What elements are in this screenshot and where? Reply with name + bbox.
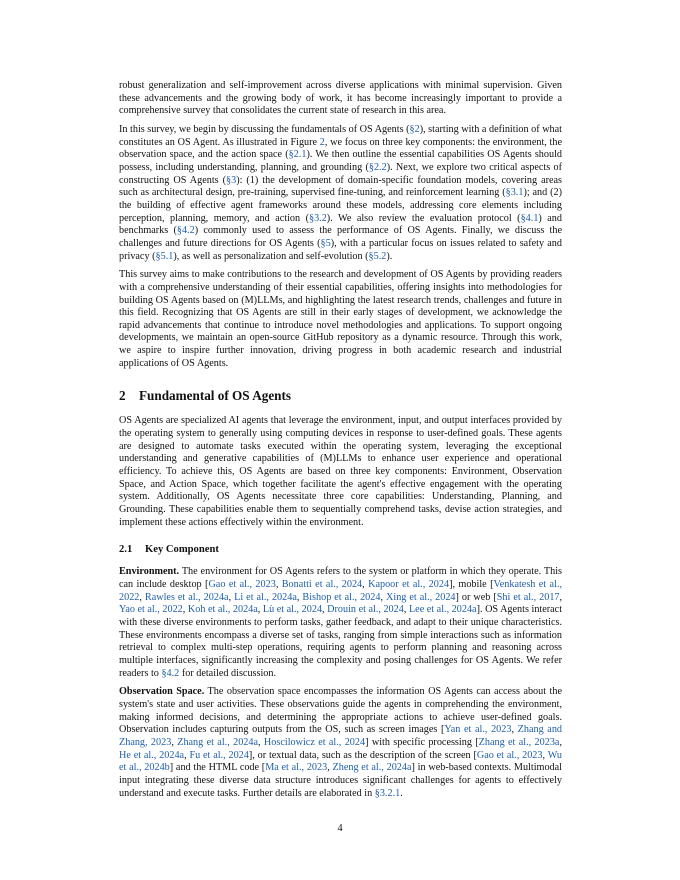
citation[interactable]: Wu et al., 2024b xyxy=(119,749,562,774)
citation[interactable]: Lee et al., 2024a xyxy=(408,604,477,616)
citation[interactable]: Hoscilowicz et al., 2024 xyxy=(263,736,366,748)
citation[interactable]: Koh et al., 2024a xyxy=(187,604,258,616)
citation[interactable]: Kapoor et al., 2024 xyxy=(368,579,450,590)
ref-section-2[interactable]: §2 xyxy=(409,123,420,135)
citation[interactable]: Yan et al., 2023 xyxy=(444,724,512,736)
ref-section-3-1[interactable]: §3.1 xyxy=(505,187,524,199)
citation[interactable]: Gao et al., 2023 xyxy=(476,749,543,761)
citation[interactable]: Fu et al., 2024 xyxy=(189,749,249,761)
ref-section-3[interactable]: §3 xyxy=(226,174,237,186)
overview-paragraph: In this survey, we begin by discussing the fundamentals of OS Agents (§2), starting with a definition of what constitutes an OS Agent. As illustrated in Figure 2, we focus on three key components: the environment, the observation space, and the action space (§2.1). We then outline the essential capabilities OS Agents should possess, including understanding, planning, and grounding (§2.2). Next, we explore two critical aspects of constructing OS Agents (§3): (1) the development of domain-specific foundation models, covering areas such as architectural design, pre-training, supervised fine-tuning, and reinforcement learning (§3.1); and (2) the building of effective agent frameworks around these models, addressing core elements including perception, planning, memory, and action (§3.2). We also review the evaluation protocol (§4.1) and benchmarks (§4.2) commonly used to assess the performance of OS Agents. Finally, we discuss the challenges and future directions for OS Agents (§5), with a particular focus on issues related to safety and privacy (§5.1), as well as personalization and self-evolution (§5.2). xyxy=(119,123,563,262)
intro-tail-paragraph: robust generalization and self-improvement across diverse applications with minimal supervision. Given these advancements and the growing body of work, it has become increasingly important to provide a comprehensive survey that consolidates the current state of research in this area. xyxy=(119,80,562,117)
citation[interactable]: Yao et al., 2022 xyxy=(119,604,183,616)
citation[interactable]: Shi et al., 2017 xyxy=(496,591,560,603)
citation[interactable]: Drouin et al., 2024 xyxy=(327,604,404,616)
citation[interactable]: Xing et al., 2024 xyxy=(386,591,456,603)
aims-paragraph: This survey aims to make contributions to the research and development of OS Agents by providing readers with a comprehensive understanding of their essential capabilities, offering insights into methodologies for building OS Agents based on (M)LLMs, and highlighting the latest research trends, challenges and future in this field. Recognizing that OS Agents are still in their early stages of development, we acknowledge the rapid advancements that continue to introduce novel methodologies and applications. To support ongoing developments, we maintain an open-source GitHub repository as a dynamic resource. Through this work, we aspire to inspire further innovation, driving progress in both academic research and industrial applications of OS Agents. xyxy=(119,269,562,369)
environment-paragraph: Environment. The environment for OS Agents refers to the system or platform in which they operate. This can include desktop [Gao et al., 2023, Bonatti et al., 2024, Kapoor et al., 2024], mobile [Venkatesh et al., 2022, Rawles et al., 2024a, Li et al., 2024a, Bishop et al., 2024, Xing et al., 2024] or web [Shi et al., 2017, Yao et al., 2022, Koh et al., 2024a, Lù et al., 2024, Drouin et al., 2024, Lee et al., 2024a]. OS Agents interact with these diverse environments to perform tasks, gather feedback, and adapt to their unique characteristics. These environments encompass a diverse set of tasks, ranging from simple interactions such as information retrieval to complex multi-step operations, requiring agents to perform planning and reasoning across multiple interfaces, significantly increasing the complexity and posing challenges for OS Agents. We refer readers to §4.2 for detailed discussion. xyxy=(119,566,563,679)
citation[interactable]: Venkatesh et al., 2022 xyxy=(119,579,562,603)
section-title: Fundamental of OS Agents xyxy=(139,388,292,404)
section-number: 2 xyxy=(119,388,126,404)
ref-section-5[interactable]: §5 xyxy=(320,237,331,249)
ref-section-5-2[interactable]: §5.2 xyxy=(368,250,387,262)
observation-label: Observation Space. xyxy=(119,686,205,698)
citation[interactable]: Rawles et al., 2024a xyxy=(144,591,229,603)
environment-label: Environment. xyxy=(119,566,180,578)
citation[interactable]: Zhang and Zhang, 2023 xyxy=(119,724,563,748)
citation[interactable]: Gao et al., 2023 xyxy=(208,579,276,590)
ref-section-2-2[interactable]: §2.2 xyxy=(368,161,387,173)
citation[interactable]: Zhang et al., 2024a xyxy=(177,736,259,748)
ref-section-4-2[interactable]: §4.2 xyxy=(176,225,195,237)
ref-figure-2[interactable]: 2 xyxy=(319,136,325,148)
observation-paragraph: Observation Space. The observation space encompasses the information OS Agents can access about the system's state and user activities. These observations guide the agents in comprehending the environment, making informed decisions, and determining the appropriate actions to achieve user-defined goals. Observation includes capturing outputs from the OS, such as screen images [Yan et al., 2023, Zhang and Zhang, 2023, Zhang et al., 2024a, Hoscilowicz et al., 2024] with specific processing [Zhang et al., 2023a, He et al., 2024a, Fu et al., 2024], or textual data, such as the description of the screen [Gao et al., 2023, Wu et al., 2024b] and the HTML code [Ma et al., 2023, Zheng et al., 2024a] in web-based contexts. Multimodal input integrating these diverse data structure introduces significant challenges for agents to effectively understand and execute tasks. Further details are elaborated in §3.2.1. xyxy=(119,686,563,799)
citation[interactable]: Lù et al., 2024 xyxy=(262,604,323,616)
citation[interactable]: He et al., 2024a xyxy=(119,749,185,761)
ref-section-4-2[interactable]: §4.2 xyxy=(161,667,180,679)
ref-section-4-1[interactable]: §4.1 xyxy=(520,212,539,224)
page-number: 4 xyxy=(337,823,343,834)
citation[interactable]: Li et al., 2024a xyxy=(234,591,297,603)
citation[interactable]: Bishop et al., 2024 xyxy=(302,591,381,603)
ref-section-3-2[interactable]: §3.2 xyxy=(308,212,327,224)
citation[interactable]: Bonatti et al., 2024 xyxy=(281,579,363,590)
subsection-title: Key Component xyxy=(145,544,219,556)
citation[interactable]: Zheng et al., 2024a xyxy=(332,762,412,774)
ref-section-2-1[interactable]: §2.1 xyxy=(288,149,307,161)
citation[interactable]: Zhang et al., 2023a xyxy=(478,736,560,748)
section-2-heading xyxy=(119,388,562,403)
subsection-number: 2.1 xyxy=(119,544,133,556)
citation[interactable]: Ma et al., 2023 xyxy=(265,762,328,774)
ref-section-5-1[interactable]: §5.1 xyxy=(155,250,174,262)
subsection-2-1-heading xyxy=(119,543,562,556)
ref-section-3-2-1[interactable]: §3.2.1 xyxy=(374,787,401,799)
text-column xyxy=(119,80,562,806)
section-2-paragraph: OS Agents are specialized AI agents that leverage the environment, input, and output interfaces provided by the operating system to generally using computing devices in response to user-defined goals. These agents are designed to automate tasks executed within the operating system, leveraging the exceptional understanding and generative capabilities of (M)LLMs to enhance user experience and operational efficiency. To achieve this, OS Agents are based on three key components: Environment, Observation Space, and Action Space, which together facilitate the agent's effective engagement with the operating system. Additionally, OS Agents necessitate three core capabilities: Understanding, Planning, and Grounding. These capabilities enable them to sequentially comprehend tasks, devise action strategies, and implement these actions effectively within the environment. xyxy=(119,415,562,528)
